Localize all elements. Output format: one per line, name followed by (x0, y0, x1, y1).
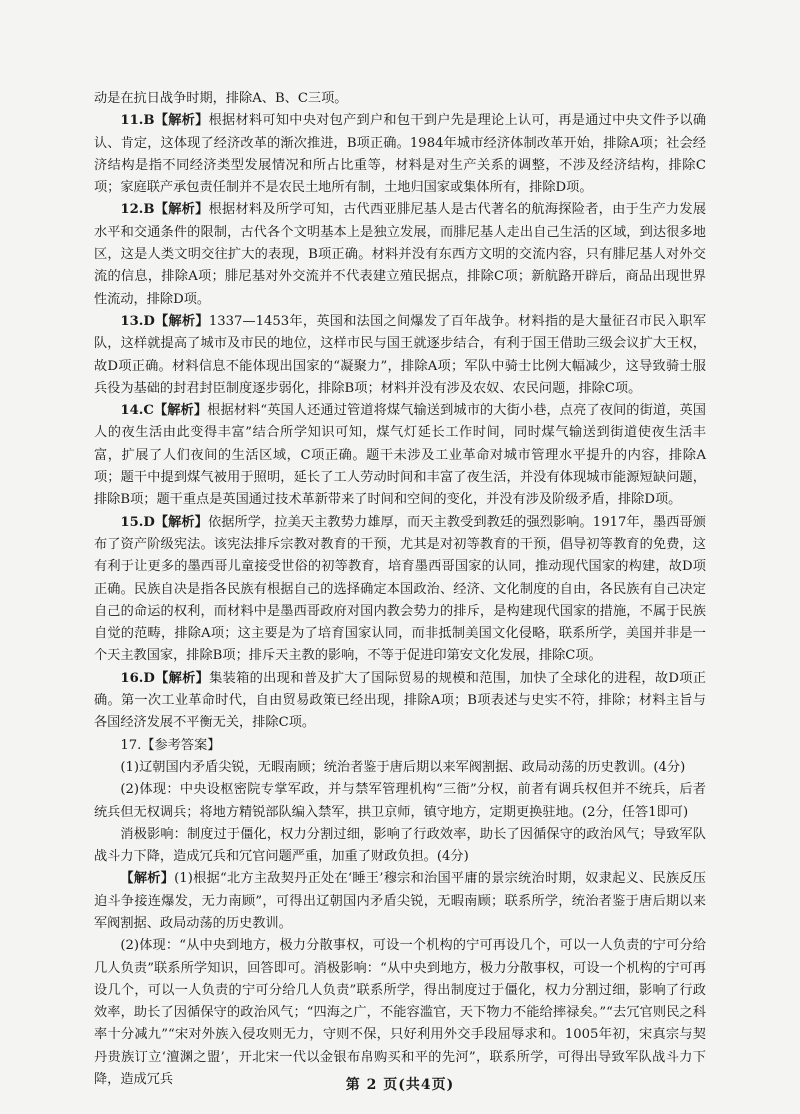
q17-answer-1: (1)辽朝国内矛盾尖锐，无暇南顾；统治者鉴于唐后期以来军阀割据、政局动荡的历史教训。(4分) (120, 759, 686, 775)
answer-item-14 (94, 400, 706, 511)
analysis-label: 【解析】 (154, 202, 209, 218)
analysis-text: (1)根据“北方主敌契丹正处在‘睡王’穆宗和治国平庸的景宗统治时期，奴隶起义、民族反压迫斗争接连爆发，无力南顾”，可得出辽朝国内矛盾尖锐，无暇南顾；联系所学，统治者鉴于唐后期以来军阀割据、政局动荡的历史教训。 (94, 871, 706, 931)
analysis-label: 【解析】 (153, 403, 208, 419)
analysis-text: 根据材料“英国人还通过管道将煤气输送到城市的大街小巷，点亮了夜间的街道，英国人的夜生活由此变得丰富”结合所学知识可知，煤气灯延长工作时间，同时煤气输送到街道使夜生活丰富，扩展了人们夜间的生活区域，C项正确。题干未涉及工业革命对城市管理水平提升的内容，排除A项；题干中提到煤气被用于照明，延长了工人劳动时间和丰富了夜生活，并没有体现城市能源短缺问题，排除B项；题干重点是英国通过技术革新带来了时间和空间的变化，并没有涉及阶级矛盾，排除D项。 (94, 403, 706, 508)
analysis-text: 1337—1453年，英国和法国之间爆发了百年战争。材料指的是大量征召市民入职军队，这样就提高了城市及市民的地位，这样市民与国王就逐步结合，有利于国王借助三级会议扩大王权，故D项正确。材料信息不能体现出国家的“凝聚力”，排除A项；军队中骑士比例大幅减少，这导致骑士服兵役为基础的封君封臣制度逐步弱化，排除B项；材料并没有涉及农奴、农民问题，排除C项。 (94, 313, 707, 396)
analysis-text: 根据材料可知中央对包产到户和包干到户先是理论上认可，再是通过中央文件予以确认、肯定，这体现了经济改革的渐次推进，B项正确。1984年城市经济体制改革开始，排除A项；社会经济结构是指不同经济类型发展情况和所占比重等，材料是对生产关系的调整，不涉及经济结构，排除C项；家庭联产承包责任制并不是农民土地所有制，土地归国家或集体所有，排除D项。 (94, 113, 707, 196)
answer-item-11 (94, 110, 706, 199)
answer-item-16 (94, 668, 706, 735)
question-number: 14.C (120, 403, 154, 419)
question-number: 11.B (120, 113, 155, 129)
q17-analysis-2: (2)体现：“从中央到地方，极力分散事权，可设一个机构的宁可再设几个，可以一人负责的宁可分给几人负责”联系所学知识，回答即可。消极影响：“从中央到地方，极力分散事权，可设一个机构的宁可再设几个，可以一人负责的宁可分给几人负责”联系所学，得出制度过于僵化，权力分割过细，影响了行政效率，助长了因循保守的政治风气；“四海之广，不能容滥官，天下物力不能给摔禄矣。”“去冗官则民之科率十分减九”“宋对外族入侵攻则无力，守则不保，只好利用外交手段屈辱求和。1005年初，宋真宗与契丹贵族订立‘澶渊之盟’，开北宋一代以金银布帛购买和平的先河”，联系所学，可得出导致军队战斗力下降，造成冗兵 (94, 938, 706, 1088)
analysis-label: 【解析】 (154, 514, 208, 530)
question-number: 13.D (120, 313, 155, 329)
answer-item-12 (94, 199, 706, 310)
question-number: 15.D (120, 514, 155, 530)
analysis-label: 【解析】 (120, 871, 175, 887)
analysis-label: 【解析】 (154, 113, 209, 129)
analysis-text: 集装箱的出现和普及扩大了国际贸易的规模和范围，加快了全球化的进程，故D项正确。第一次工业革命时代，自由贸易政策已经出现，排除A项；B项表述与史实不符，排除；材料主旨与各国经济发展不平衡无关，排除C项。 (94, 670, 706, 731)
analysis-label: 【解析】 (154, 313, 209, 329)
question-number: 16.D (120, 670, 155, 686)
intro-paragraph: 动是在抗日战争时期，排除A、B、C三项。 (94, 91, 348, 106)
page-number-footer: 第 2 页(共4页) (345, 1077, 455, 1093)
analysis-label: 【解析】 (154, 670, 210, 686)
analysis-text: 根据材料及所学可知，古代西亚腓尼基人是古代著名的航海探险者，由于生产力发展水平和交通条件的限制，古代各个文明基本上是独立发展，而腓尼基人走出自己生活的区域，到达很多地区，这是人类文明交往扩大的表现，B项正确。材料并没有东西方文明的交流内容，只有腓尼基人对外交流的信息，排除A项；腓尼基对外交流并不代表建立殖民据点，排除C项；新航路开辟后，商品出现世界性流动，排除D项。 (94, 202, 707, 307)
q17-analysis-1 (94, 868, 706, 935)
answer-item-15 (94, 512, 706, 668)
question-number: 12.B (120, 202, 155, 218)
analysis-text: 依据所学，拉美天主教势力雄厚，而天主教受到教廷的强烈影响。1917年，墨西哥颁布了资产阶级宪法。该宪法排斥宗教对教育的干预，尤其是对初等教育的干预，倡导初等教育的免费，这有利于让更多的墨西哥儿童接受世俗的初等教育，培育墨西哥国家的认同，推动现代国家的构建，故D项正确。民族自决是指各民族有根据自己的选择确定本国政治、经济、文化制度的自由，各民族有自己决定自己的命运的权利，而材料中是墨西哥政府对国内教会势力的排斥，是构建现代国家的措施，不属于民族自觉的范畴，排除A项；这主要是为了培育国家认同，而非抵制美国文化侵略，联系所学，美国并非是一个天主教国家，排除B项；排斥天主教的影响，不等于促进印第安文化发展，排除C项。 (94, 514, 706, 664)
q17-answer-2: (2)体现：中央设枢密院专掌军政，并与禁军管理机构“三衙”分权，前者有调兵权但并不统兵，后者统兵但无权调兵；将地方精锐部队编入禁军，拱卫京师，镇守地方，定期更换驻地。(2分，任答1即可) (94, 782, 706, 820)
q17-header: 17.【参考答案】 (120, 737, 221, 753)
answer-item-13 (94, 311, 706, 400)
document-body (94, 88, 706, 1091)
q17-answer-3: 消极影响：制度过于僵化，权力分割过细，影响了行政效率，助长了因循保守的政治风气；导致军队战斗力下降，造成冗兵和冗官问题严重，加重了财政负担。(4分) (94, 826, 706, 865)
